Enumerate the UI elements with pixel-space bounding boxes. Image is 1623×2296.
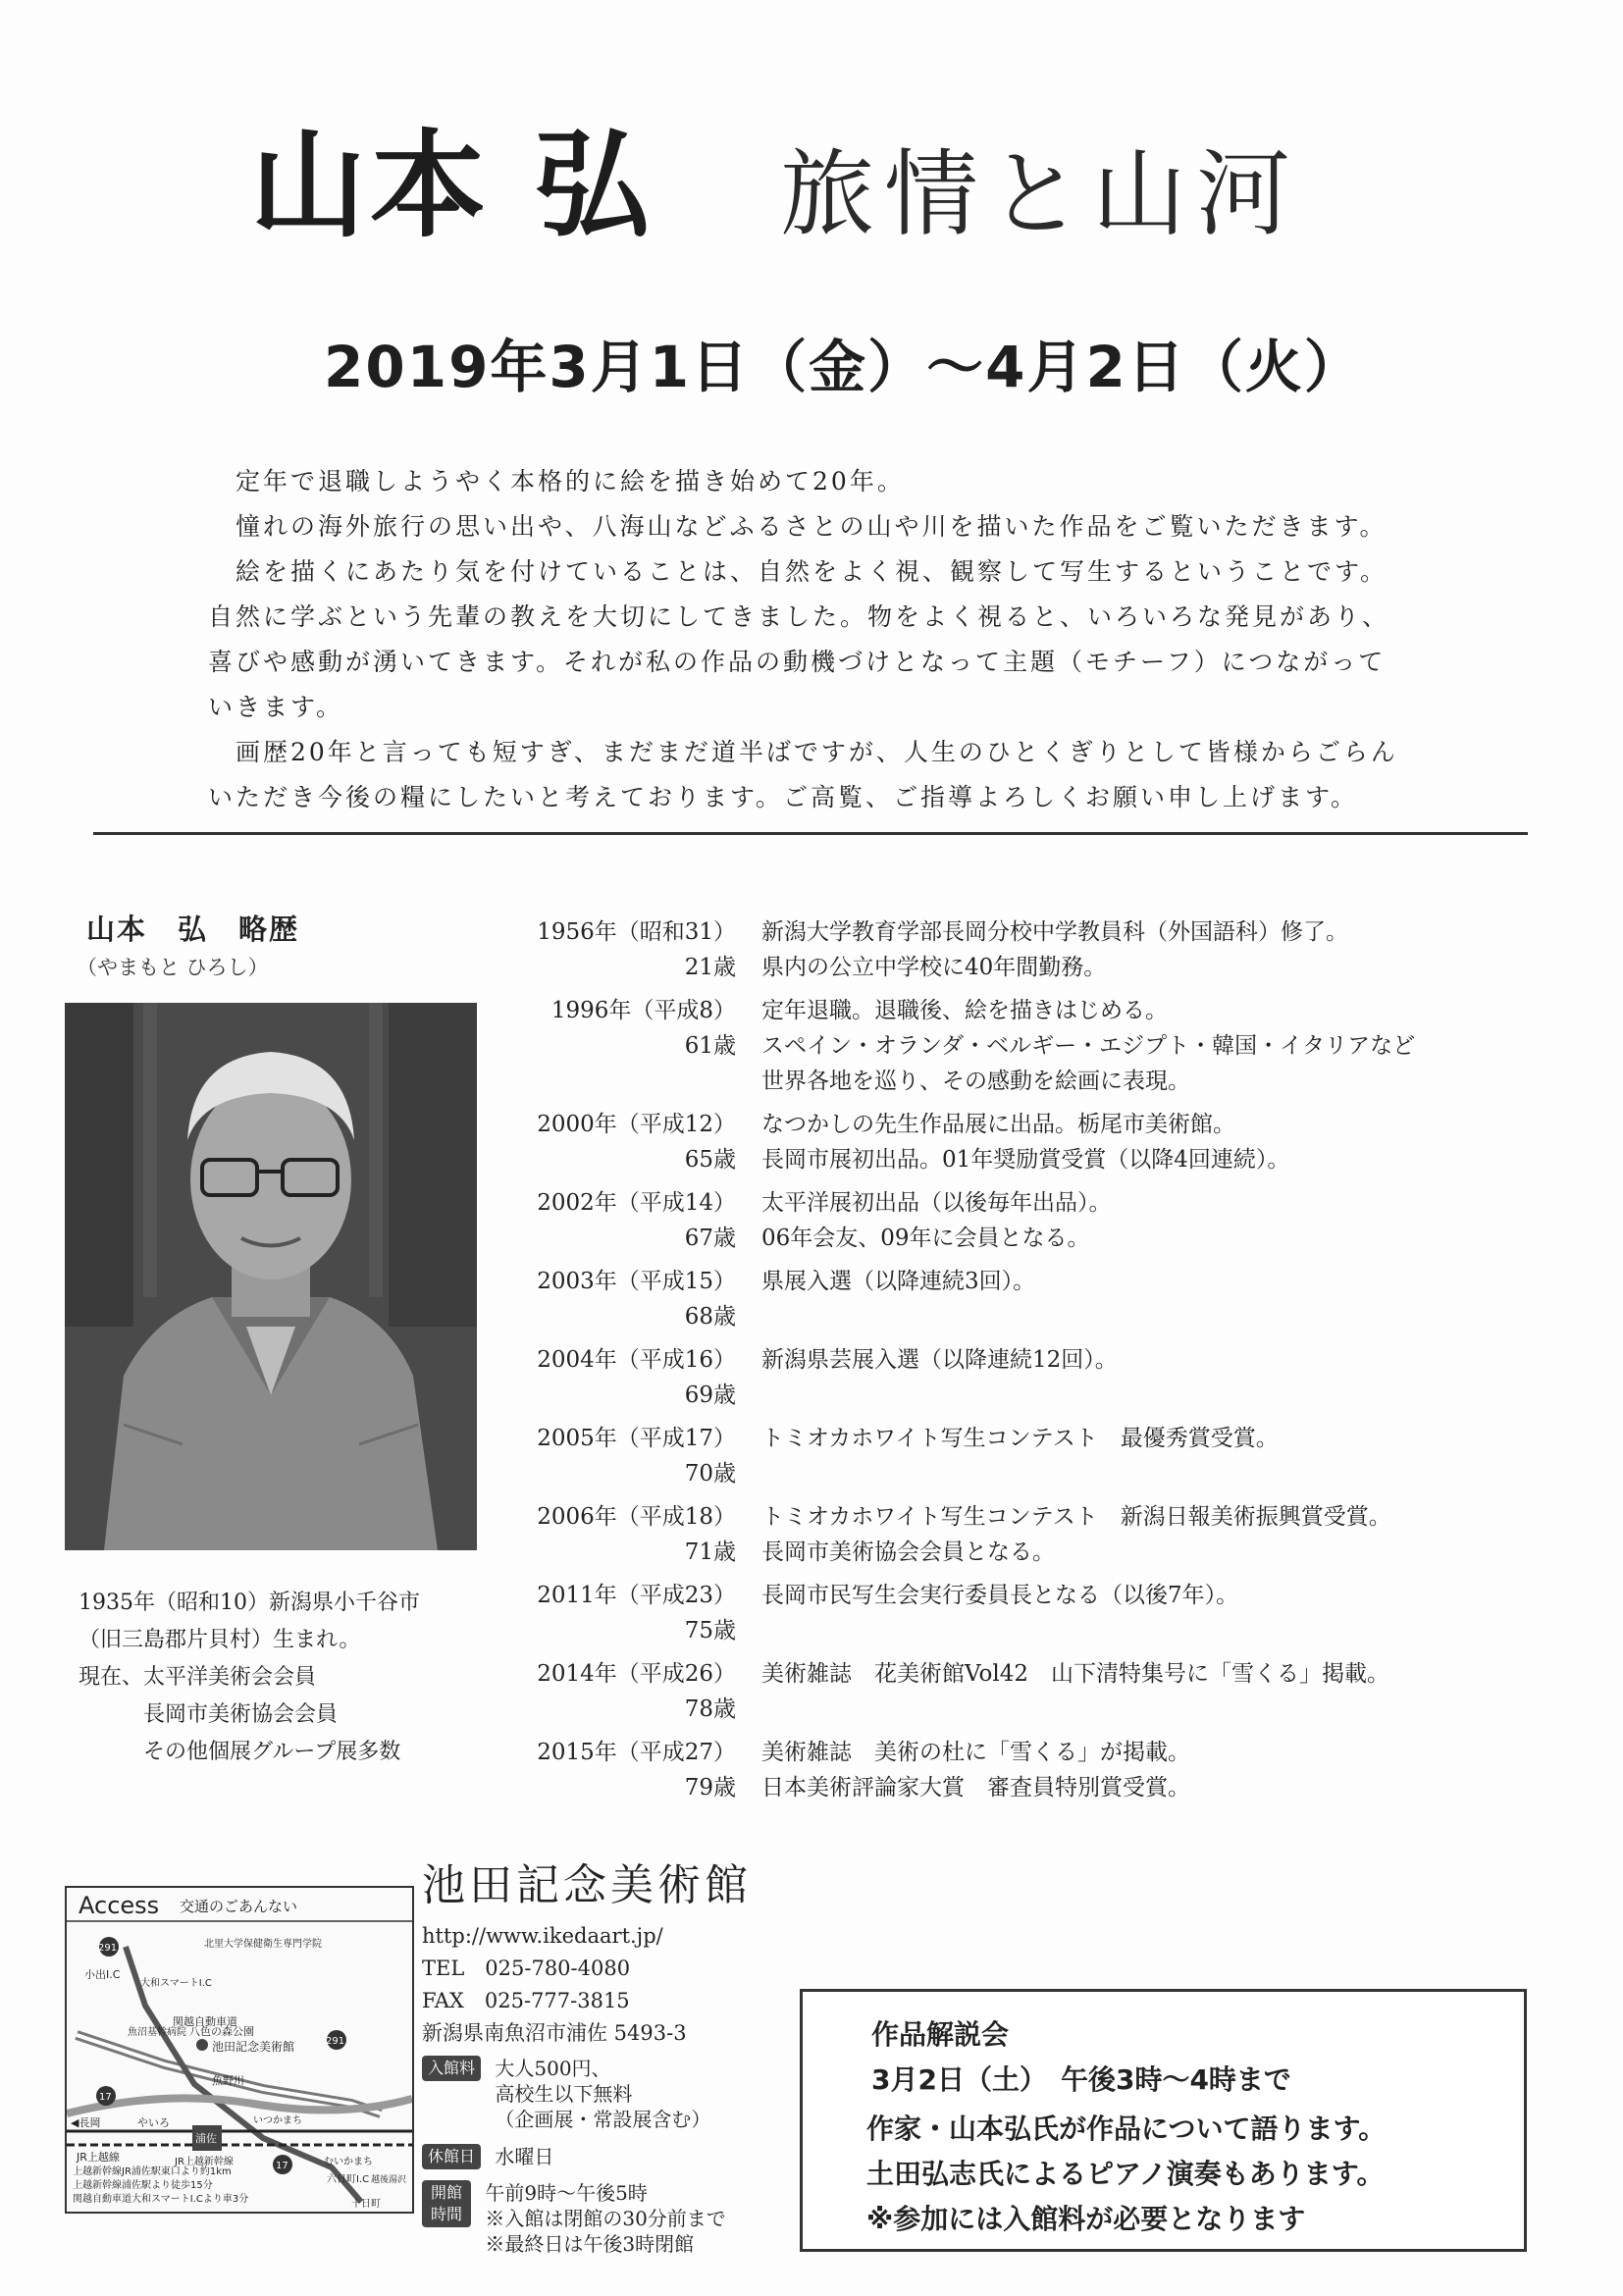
- timeline-text: 新潟県芸展入選（以降連続12回）。: [761, 1347, 1118, 1373]
- map-label: 北里大学保健衛生専門学院: [204, 1939, 322, 1950]
- museum-fax: FAX 025-777-3815: [422, 1989, 630, 2012]
- timeline-year: [510, 914, 761, 985]
- timeline-entry: [510, 1499, 1511, 1570]
- timeline-description: [761, 1342, 1511, 1413]
- gallery-talk-box: [800, 1989, 1527, 2252]
- map-label: 小出I.C: [84, 1968, 121, 1981]
- event-title: 作品解説会: [871, 2018, 1010, 2051]
- admission-line: 高校生以下無料: [495, 2082, 633, 2106]
- intro-line: 憧れの海外旅行の思い出や、八海山などふるさとの山や川を描いた作品をご覧いただきます。: [208, 512, 1387, 541]
- timeline-description: [761, 1499, 1511, 1570]
- timeline-year-text: 2002年（平成14）: [537, 1190, 736, 1216]
- timeline-age-text: 75歳: [684, 1618, 736, 1644]
- access-map: [65, 1886, 414, 2214]
- admission-info: [422, 2056, 710, 2132]
- timeline-text: スペイン・オランダ・ベルギー・エジプト・韓国・イタリアなど: [761, 1033, 1416, 1059]
- museum-tel: TEL 025-780-4080: [422, 1957, 631, 1980]
- timeline-year: [510, 1578, 761, 1648]
- timeline-year: [510, 1499, 761, 1570]
- timeline-text: トミオカホワイト写生コンテスト 新潟日報美術振興賞受賞。: [761, 1504, 1391, 1530]
- timeline-text: 美術雑誌 美術の杜に「雪くる」が掲載。: [761, 1740, 1190, 1765]
- exhibition-title: 旅情と山河: [780, 139, 1300, 249]
- map-label: 八色の森公園: [189, 2025, 254, 2038]
- timeline-year: [510, 1264, 761, 1334]
- timeline-entry: [510, 1185, 1511, 1256]
- admission-line: （企画展・常設展含む）: [495, 2108, 711, 2131]
- map-label: いつかまち: [253, 2115, 302, 2126]
- timeline-text: 長岡市民写生会実行委員長となる（以後7年）。: [761, 1583, 1239, 1608]
- intro-line: 自然に学ぶという先輩の教えを大切にしてきました。物をよく視ると、いろいろな発見があり、: [208, 602, 1390, 631]
- exhibition-dates: 2019年3月1日（金）～4月2日（火）: [324, 334, 1363, 400]
- timeline-text: 長岡市展初出品。01年奨励賞受賞（以降4回連続）。: [761, 1147, 1290, 1173]
- portrait-illustration: [65, 1003, 477, 1550]
- timeline-year-text: 2015年（平成27）: [537, 1740, 736, 1765]
- timeline-description: [761, 914, 1511, 985]
- timeline-text: 美術雑誌 花美術館Vol42 山下清特集号に「雪くる」掲載。: [761, 1661, 1389, 1687]
- profile-line: 長岡市美術協会会員: [79, 1702, 339, 1727]
- access-note: 上越新幹線浦佐駅より徒歩15分: [73, 2180, 213, 2191]
- artist-portrait-photo: [65, 1003, 477, 1550]
- intro-line: 定年で退職しようやく本格的に絵を描き始めて20年。: [208, 467, 905, 496]
- timeline-entry: [510, 1656, 1511, 1727]
- timeline-entry: [510, 1421, 1511, 1491]
- timeline-year: [510, 1735, 761, 1805]
- closed-tag: 休館日: [422, 2144, 481, 2169]
- name-reading: （やまもと ひろし）: [77, 956, 269, 979]
- timeline-year-text: 1956年（昭和31）: [537, 919, 736, 945]
- timeline-age-text: 68歳: [684, 1304, 736, 1330]
- timeline-entry: [510, 1735, 1511, 1805]
- timeline-text: 太平洋展初出品（以後毎年出品）。: [761, 1190, 1112, 1216]
- museum-address: 新潟県南魚沼市浦佐 5493-3: [422, 2021, 687, 2045]
- map-label: 十日町: [351, 2199, 381, 2210]
- timeline-description: [761, 993, 1511, 1099]
- timeline-year-text: 2005年（平成17）: [537, 1426, 736, 1451]
- map-label: 魚野川: [212, 2074, 244, 2087]
- intro-line: 画歴20年と言っても短すぎ、まだまだ道半ばですが、人生のひとくぎりとして皆様からごらん: [208, 738, 1398, 766]
- route-17-label: 17: [276, 2161, 288, 2171]
- timeline-description: [761, 1107, 1511, 1177]
- timeline-text: 06年会友、09年に会員となる。: [761, 1226, 1090, 1251]
- timeline-year: [510, 1342, 761, 1413]
- map-label: JR上越新幹線: [175, 2157, 234, 2167]
- timeline-description: [761, 1735, 1511, 1805]
- museum-marker-icon: [196, 2039, 208, 2051]
- timeline-text: なつかしの先生作品展に出品。栃尾市美術館。: [761, 1112, 1235, 1137]
- map-label: 六日町I.C: [327, 2174, 370, 2185]
- timeline-year: [510, 993, 761, 1099]
- museum-contact: [422, 1920, 687, 2050]
- map-subtitle: 交通のごあんない: [180, 1898, 298, 1915]
- timeline-age-text: 67歳: [684, 1226, 736, 1251]
- timeline-text: 定年退職。退職後、絵を描きはじめる。: [761, 998, 1168, 1023]
- event-date: 3月2日（土） 午後3時～4時まで: [871, 2063, 1291, 2096]
- timeline-year: [510, 1421, 761, 1491]
- timeline-entry: [510, 1578, 1511, 1648]
- career-timeline: [510, 914, 1511, 1813]
- timeline-entry: [510, 1264, 1511, 1334]
- timeline-age-text: 65歳: [684, 1147, 736, 1173]
- timeline-year: [510, 1656, 761, 1727]
- map-label: JR上越線: [77, 2151, 120, 2164]
- timeline-description: [761, 1656, 1511, 1727]
- timeline-text: 新潟大学教育学部長岡分校中学教員科（外国語科）修了。: [761, 919, 1348, 945]
- timeline-age-text: 79歳: [684, 1775, 736, 1800]
- profile-line: その他個展グループ展多数: [79, 1740, 401, 1764]
- timeline-description: [761, 1578, 1511, 1648]
- timeline-year-text: 2011年（平成23）: [537, 1583, 736, 1608]
- hours-line: ※最終日は午後3時閉館: [485, 2232, 695, 2256]
- timeline-year-text: 2004年（平成16）: [537, 1347, 736, 1373]
- biography-heading: 山本 弘 略歴: [86, 913, 300, 946]
- route-291-label: 291: [326, 2036, 345, 2047]
- intro-line: いただき今後の糧にしたいと考えております。ご高覧、ご指導よろしくお願い申し上げます。: [208, 783, 1359, 811]
- timeline-description: [761, 1421, 1511, 1491]
- intro-text: [208, 459, 1425, 820]
- timeline-year-text: 1996年（平成8）: [550, 998, 736, 1023]
- timeline-age-text: 61歳: [684, 1033, 736, 1059]
- timeline-entry: [510, 914, 1511, 985]
- timeline-year: [510, 1185, 761, 1256]
- admission-line: 大人500円、: [495, 2057, 611, 2080]
- timeline-text: トミオカホワイト写生コンテスト 最優秀賞受賞。: [761, 1426, 1279, 1451]
- hours-tag: 開館時間: [422, 2180, 471, 2227]
- map-label: 魚沼基幹病院: [128, 2027, 186, 2038]
- timeline-entry: [510, 993, 1511, 1099]
- timeline-text: 世界各地を巡り、その感動を絵画に表現。: [761, 1069, 1190, 1094]
- timeline-entry: [510, 1342, 1511, 1413]
- profile-line: 現在、太平洋美術会会員: [79, 1665, 317, 1690]
- timeline-text: 長岡市美術協会会員となる。: [761, 1539, 1055, 1565]
- route-291-label: 291: [98, 1943, 118, 1954]
- map-label: 関越自動車道: [173, 2015, 237, 2028]
- timeline-age-text: 21歳: [684, 955, 736, 980]
- hours-line: ※入館は閉館の30分前まで: [485, 2207, 726, 2230]
- timeline-description: [761, 1264, 1511, 1334]
- map-label: 大和スマートI.C: [140, 1978, 212, 1989]
- intro-line: 絵を描くにあたり気を付けていることは、自然をよく視、観察して写生するということです。: [208, 557, 1388, 586]
- artist-name-title: 山本 弘: [250, 118, 654, 253]
- timeline-age-text: 70歳: [684, 1461, 736, 1487]
- timeline-text: 県内の公立中学校に40年間勤務。: [761, 955, 1107, 980]
- timeline-age-text: 78歳: [684, 1696, 736, 1722]
- timeline-age-text: 69歳: [684, 1383, 736, 1408]
- timeline-year-text: 2000年（平成12）: [537, 1112, 736, 1137]
- event-line: 土田弘志氏によるピアノ演奏もあります。: [866, 2158, 1385, 2190]
- timeline-entry: [510, 1107, 1511, 1177]
- timeline-year-text: 2003年（平成15）: [537, 1269, 736, 1294]
- timeline-age-text: 71歳: [684, 1539, 736, 1565]
- access-note: 上越新幹線JR浦佐駅東口より約1km: [73, 2166, 232, 2177]
- closed-info: [422, 2144, 553, 2169]
- section-divider: [93, 832, 1528, 835]
- timeline-year-text: 2014年（平成26）: [537, 1661, 736, 1687]
- timeline-description: [761, 1185, 1511, 1256]
- hours-info: [422, 2180, 726, 2257]
- map-label: 池田記念美術館: [212, 2040, 295, 2054]
- hours-line: 午前9時～午後5時: [485, 2181, 648, 2205]
- museum-url[interactable]: http://www.ikedaart.jp/: [422, 1924, 663, 1948]
- museum-name: 池田記念美術館: [422, 1860, 752, 1910]
- map-label: ◀長岡: [71, 2116, 101, 2129]
- biography-profile: [79, 1585, 491, 1771]
- timeline-text: 日本美術評論家大賞 審査員特別賞受賞。: [761, 1775, 1190, 1800]
- map-label: むいかまち: [324, 2157, 373, 2167]
- map-label: やいろ: [137, 2116, 170, 2129]
- closed-day: 水曜日: [495, 2145, 554, 2168]
- timeline-text: 県展入選（以降連続3回）。: [761, 1269, 1036, 1294]
- event-line: ※参加には入館料が必要となります: [866, 2203, 1306, 2235]
- access-note: 関越自動車道大和スマートI.Cより車3分: [73, 2194, 249, 2205]
- event-line: 作家・山本弘氏が作品について語ります。: [866, 2113, 1387, 2145]
- route-17-label: 17: [99, 2092, 112, 2103]
- timeline-year: [510, 1107, 761, 1177]
- timeline-year-text: 2006年（平成18）: [537, 1504, 736, 1530]
- map-label: 越後湯沢: [371, 2175, 407, 2185]
- profile-line: 1935年（昭和10）新潟県小千谷市: [79, 1591, 420, 1615]
- intro-line: いきます。: [208, 693, 344, 721]
- map-title: Access: [79, 1892, 160, 1919]
- map-label: 浦佐: [195, 2132, 217, 2145]
- profile-line: （旧三島郡片貝村）生まれ。: [79, 1628, 361, 1652]
- intro-line: 喜びや感動が湧いてきます。それが私の作品の動機づけとなって主題（モチーフ）につながって: [208, 648, 1387, 676]
- admission-tag: 入館料: [422, 2056, 481, 2081]
